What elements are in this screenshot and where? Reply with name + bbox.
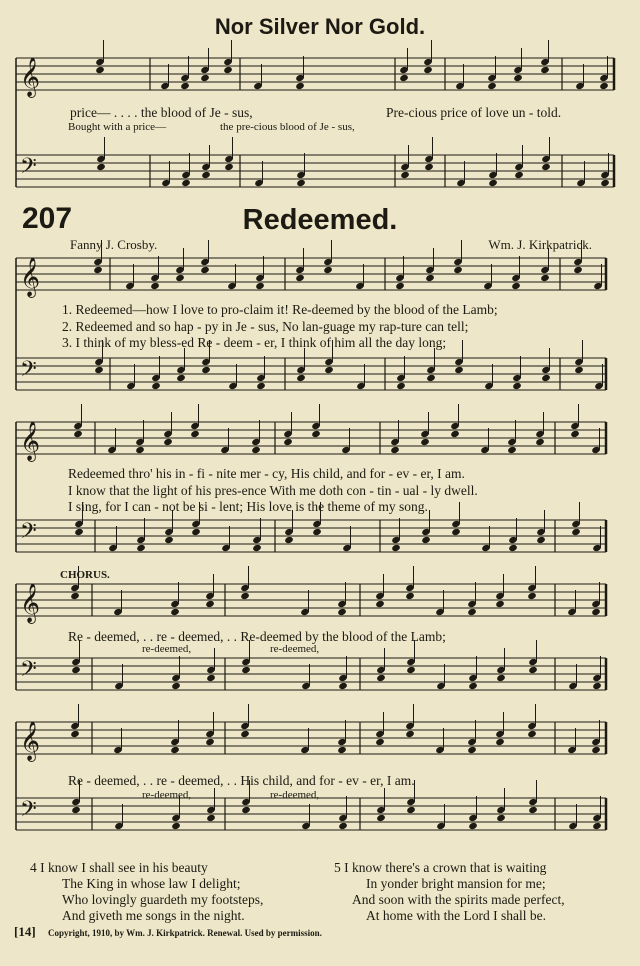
note: [487, 82, 497, 90]
note: [206, 674, 216, 682]
note: [573, 266, 583, 274]
bass-clef-icon: 𝄢: [20, 797, 37, 827]
note: [591, 608, 601, 616]
chorus-line2: Re - deemed, . . re - deemed, . . His child, and for - ev - er, I am.: [68, 773, 415, 788]
note: [200, 266, 210, 274]
chorus1-sub-b: re-deemed,: [270, 643, 320, 655]
bass-clef-icon: 𝄢: [20, 357, 37, 387]
note: [95, 66, 105, 74]
hymn-number: 207: [22, 202, 73, 235]
treble-clef-icon: 𝄞: [20, 57, 41, 97]
note: [541, 374, 551, 382]
note: [240, 730, 250, 738]
note: [540, 66, 550, 74]
note: [406, 806, 416, 814]
note: [513, 74, 523, 82]
note: [591, 746, 601, 754]
hymn-title: Redeemed.: [242, 204, 398, 236]
note: [324, 366, 334, 374]
note: [514, 171, 524, 179]
note: [206, 814, 216, 822]
prev-lyric-sub-1: Bought with a price—: [68, 121, 167, 133]
note: [592, 822, 602, 830]
note: [74, 528, 84, 536]
note: [395, 282, 405, 290]
note: [468, 822, 478, 830]
note: [171, 682, 181, 690]
note: [468, 682, 478, 690]
note: [175, 274, 185, 282]
note: [151, 382, 161, 390]
note: [571, 528, 581, 536]
stanza-4-line-3: Who lovingly guardeth my footsteps,: [62, 892, 264, 907]
note: [574, 366, 584, 374]
note: [528, 666, 538, 674]
stanza-5-line-3: And soon with the spirits made perfect,: [352, 892, 565, 907]
note: [70, 730, 80, 738]
note: [405, 730, 415, 738]
note: [376, 674, 386, 682]
note: [163, 438, 173, 446]
note: [467, 746, 477, 754]
previous-hymn-title: Nor Silver Nor Gold.: [214, 14, 426, 39]
note: [71, 806, 81, 814]
note: [241, 666, 251, 674]
note: [180, 82, 190, 90]
music-composer: Wm. J. Kirkpatrick.: [488, 237, 592, 252]
note: [94, 366, 104, 374]
treble-clef-icon: 𝄞: [20, 421, 41, 461]
note: [508, 544, 518, 552]
chorus-label: CHORUS.: [60, 569, 110, 581]
note: [424, 163, 434, 171]
page-number: [14]: [14, 924, 36, 939]
note: [451, 528, 461, 536]
note: [375, 600, 385, 608]
note: [251, 446, 261, 454]
stanza-4-line-2: The King in whose law I delight;: [62, 876, 241, 891]
note: [171, 822, 181, 830]
note: [296, 374, 306, 382]
stanza-4: [30, 860, 263, 924]
stanza-4-line-1: 4 I know I shall see in his beauty: [30, 860, 208, 875]
note: [600, 179, 610, 187]
chorus2-sub-b: re-deemed,: [270, 789, 320, 801]
note: [535, 438, 545, 446]
note: [312, 528, 322, 536]
note: [224, 163, 234, 171]
note: [425, 274, 435, 282]
note: [400, 171, 410, 179]
note: [338, 682, 348, 690]
note: [176, 374, 186, 382]
note: [592, 682, 602, 690]
note: [255, 282, 265, 290]
note: [201, 366, 211, 374]
note: [495, 600, 505, 608]
verse2-line1: 2. Redeemed and so hap - py in Je - sus, No lan-guage my rap-ture can tell;: [62, 319, 469, 334]
note: [405, 592, 415, 600]
note: [190, 430, 200, 438]
verse1-line1: 1. Redeemed—how I love to pro-claim it! Re-deemed by the blood of the Lamb;: [62, 302, 498, 317]
note: [507, 446, 517, 454]
note: [295, 82, 305, 90]
note: [512, 382, 522, 390]
chorus1-sub-a: re-deemed,: [142, 643, 192, 655]
note: [599, 82, 609, 90]
note: [527, 592, 537, 600]
note: [390, 446, 400, 454]
treble-clef-icon: 𝄞: [20, 583, 41, 623]
bass-clef-icon: 𝄢: [20, 154, 37, 184]
note: [541, 163, 551, 171]
note: [150, 282, 160, 290]
note: [338, 822, 348, 830]
stanza-5-line-1: 5 I know there's a crown that is waiting: [334, 860, 547, 875]
prev-lyric-1: price— . . . . the blood of Je - sus,: [70, 105, 253, 120]
note: [205, 600, 215, 608]
note: [296, 179, 306, 187]
note: [454, 366, 464, 374]
verse1-line2: Redeemed thro' his in - fi - nite mer - cy, His child, and for - ev - er, I am.: [68, 466, 465, 481]
note: [496, 814, 506, 822]
note: [570, 430, 580, 438]
note: [135, 446, 145, 454]
note: [96, 163, 106, 171]
note: [496, 674, 506, 682]
note: [295, 274, 305, 282]
note: [453, 266, 463, 274]
note: [423, 66, 433, 74]
note: [73, 430, 83, 438]
note: [420, 438, 430, 446]
note: [170, 608, 180, 616]
note: [391, 544, 401, 552]
prev-lyric-sub-2: the pre-cious blood of Je - sus,: [220, 121, 355, 133]
note: [450, 430, 460, 438]
note: [495, 738, 505, 746]
note: [511, 282, 521, 290]
note: [241, 806, 251, 814]
note: [93, 266, 103, 274]
stanza-5-line-4: At home with the Lord I shall be.: [366, 908, 546, 923]
prev-lyric-2: Pre-cious price of love un - told.: [386, 105, 562, 120]
note: [252, 544, 262, 552]
note: [375, 738, 385, 746]
note: [536, 536, 546, 544]
note: [399, 74, 409, 82]
bass-clef-icon: 𝄢: [20, 657, 37, 687]
note: [240, 592, 250, 600]
note: [426, 374, 436, 382]
note: [540, 274, 550, 282]
note: [181, 179, 191, 187]
verse3-line1: 3. I think of my bless-ed Re - deem - er, I think of him all the day long;: [62, 335, 447, 350]
stanza-5-line-2: In yonder bright mansion for me;: [366, 876, 546, 891]
note: [421, 536, 431, 544]
note: [396, 382, 406, 390]
note: [164, 536, 174, 544]
note: [406, 666, 416, 674]
note: [170, 746, 180, 754]
words-author: Fanny J. Crosby.: [70, 237, 158, 252]
note: [467, 608, 477, 616]
note: [201, 171, 211, 179]
note: [311, 430, 321, 438]
note: [376, 814, 386, 822]
note: [136, 544, 146, 552]
note: [205, 738, 215, 746]
chorus-line1: Re - deemed, . . re - deemed, . . Re-deemed by the blood of the Lamb;: [68, 629, 446, 644]
note: [283, 438, 293, 446]
note: [337, 746, 347, 754]
note: [256, 382, 266, 390]
verse2-line2: I know that the light of his pres-ence With me doth con - tin - ual - ly dwell.: [68, 483, 478, 498]
chorus2-sub-a: re-deemed,: [142, 789, 192, 801]
note: [337, 608, 347, 616]
stanza-5: [334, 860, 565, 924]
treble-clef-icon: 𝄞: [20, 721, 41, 761]
stanza-4-line-4: And giveth me songs in the night.: [62, 908, 245, 923]
note: [488, 179, 498, 187]
note: [527, 730, 537, 738]
note: [71, 666, 81, 674]
note: [528, 806, 538, 814]
note: [284, 536, 294, 544]
note: [200, 74, 210, 82]
note: [70, 592, 80, 600]
note: [223, 66, 233, 74]
copyright-notice: Copyright, 1910, by Wm. J. Kirkpatrick. Renewal. Used by permission.: [48, 928, 322, 938]
verse3-line2: I sing, for I can - not be si - lent; His love is the theme of my song.: [68, 499, 428, 514]
treble-clef-icon: 𝄞: [20, 257, 41, 297]
note: [191, 528, 201, 536]
note: [323, 266, 333, 274]
bass-clef-icon: 𝄢: [20, 519, 37, 549]
